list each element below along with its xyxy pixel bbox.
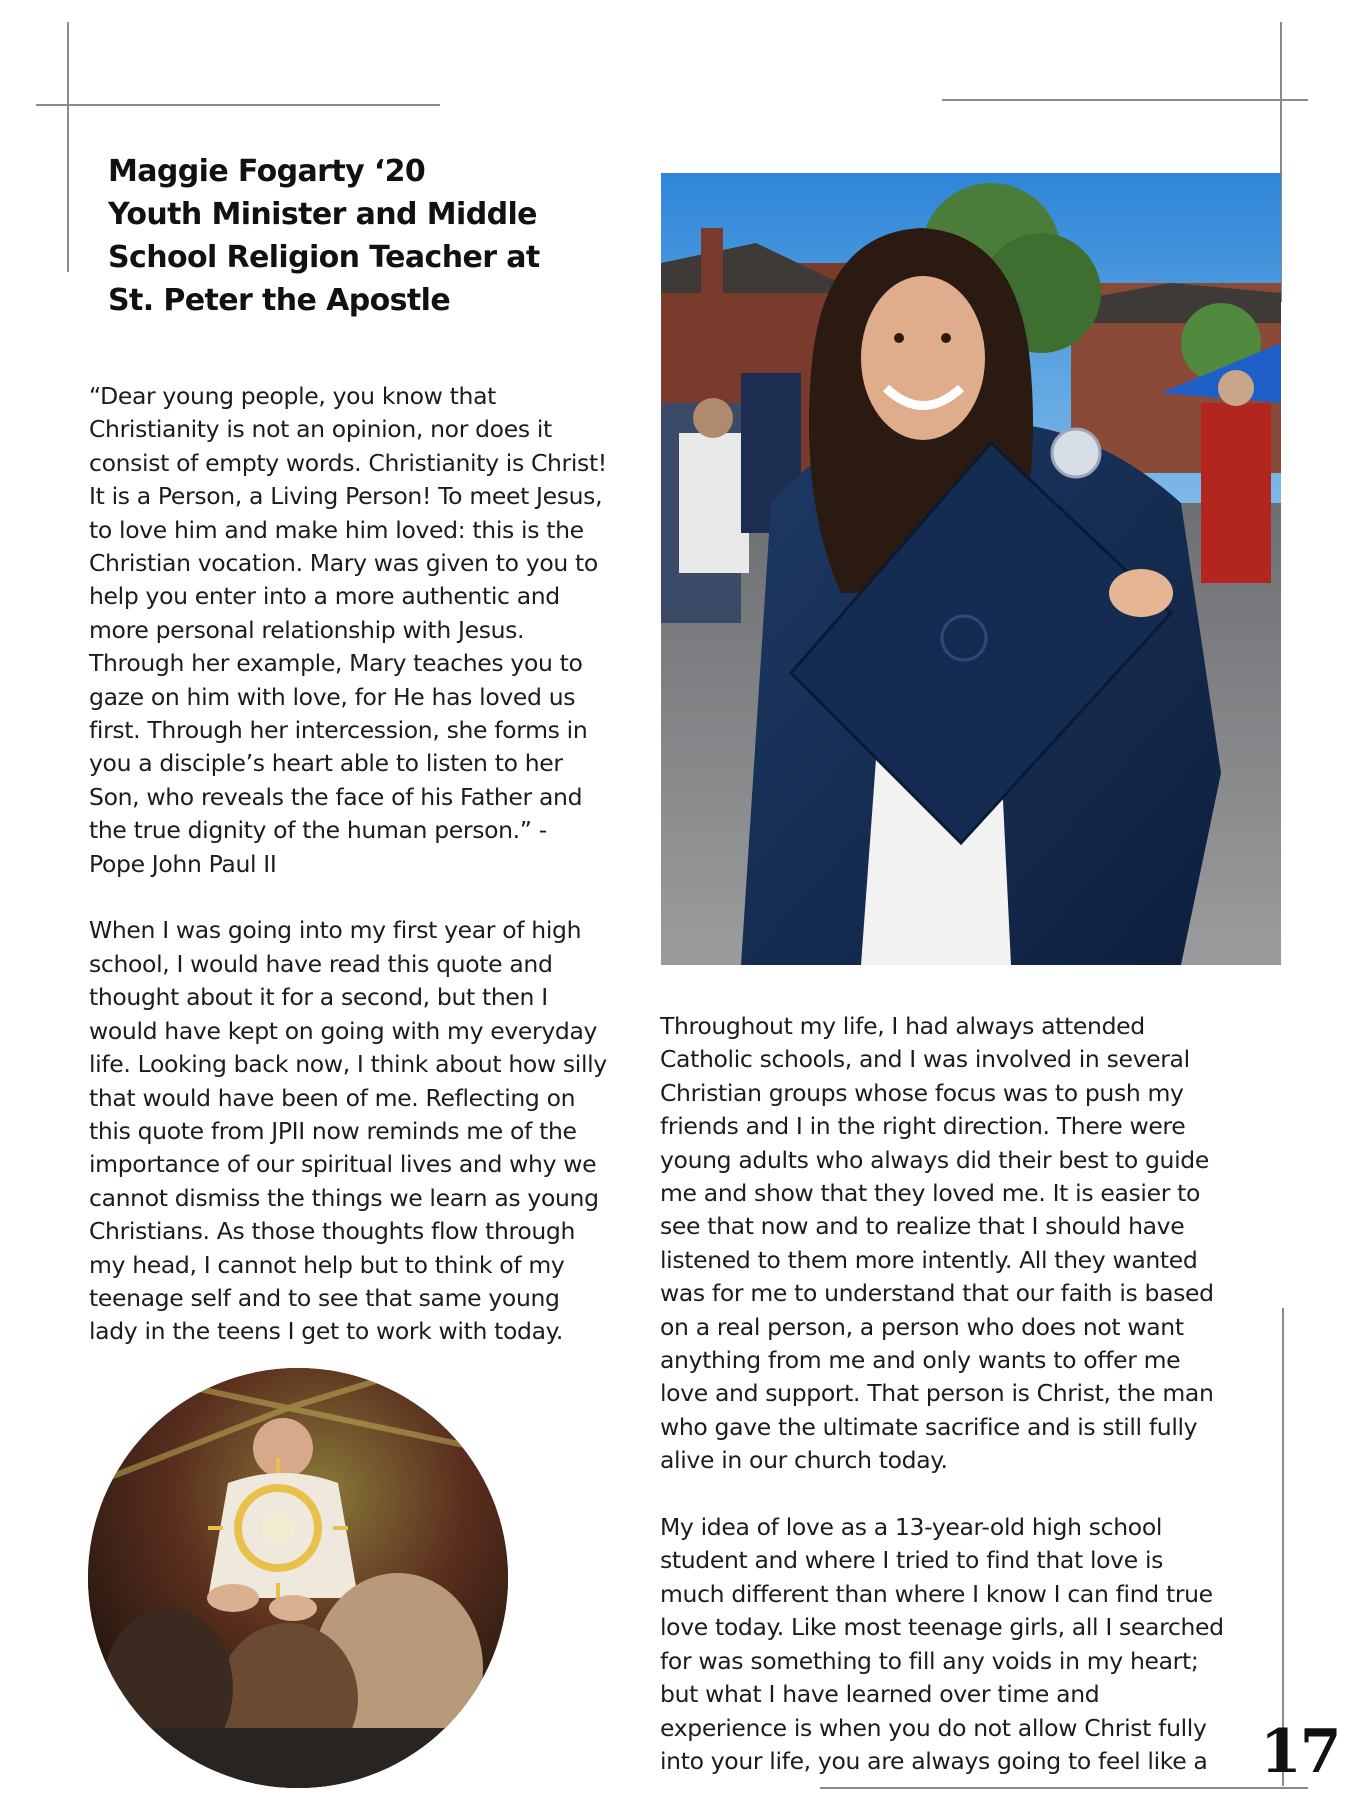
quote-line: Christianity is not an opinion, nor does it bbox=[89, 415, 552, 444]
frame-rule-bottom-right-vertical bbox=[1282, 1308, 1284, 1786]
paragraph-line: lady in the teens I get to work with today. bbox=[89, 1317, 563, 1346]
paragraph-line: into your life, you are always going to feel like a bbox=[660, 1746, 1208, 1775]
paragraph-idea-of-love bbox=[660, 1511, 1270, 1778]
title-line: Maggie Fogarty ‘20 bbox=[108, 154, 426, 189]
graduation-photo-illustration bbox=[661, 173, 1281, 965]
paragraph-line: young adults who always did their best to guide bbox=[660, 1145, 1209, 1174]
paragraph-line: alive in our church today. bbox=[660, 1446, 948, 1475]
quote-line: It is a Person, a Living Person! To meet Jesus, bbox=[89, 482, 603, 511]
quote-line: to love him and make him loved: this is the bbox=[89, 515, 584, 544]
paragraph-line: Christian groups whose focus was to push my bbox=[660, 1078, 1184, 1107]
paragraph-line: love today. Like most teenage girls, all I searched bbox=[660, 1613, 1224, 1642]
paragraph-line: Catholic schools, and I was involved in several bbox=[660, 1045, 1190, 1074]
paragraph-line: that would have been of me. Reflecting on bbox=[89, 1083, 576, 1112]
quote-line: Christian vocation. Mary was given to you to bbox=[89, 549, 598, 578]
quote-line: the true dignity of the human person.” - bbox=[89, 816, 547, 845]
paragraph-line: experience is when you do not allow Christ fully bbox=[660, 1713, 1207, 1742]
quote-line: “Dear young people, you know that bbox=[89, 382, 496, 410]
paragraph-line: thought about it for a second, but then I bbox=[89, 983, 548, 1012]
paragraph-line: Throughout my life, I had always attended bbox=[660, 1012, 1145, 1040]
paragraph-line: who gave the ultimate sacrifice and is still fully bbox=[660, 1412, 1198, 1441]
paragraph-line: life. Looking back now, I think about how silly bbox=[89, 1050, 607, 1079]
paragraph-line: school, I would have read this quote and bbox=[89, 949, 553, 978]
paragraph-line: importance of our spiritual lives and why we bbox=[89, 1150, 597, 1179]
paragraph-line: listened to them more intently. All they wanted bbox=[660, 1245, 1198, 1274]
frame-rule-bottom-horizontal bbox=[820, 1787, 1308, 1789]
left-column bbox=[89, 380, 649, 1349]
quote-attribution: Pope John Paul II bbox=[89, 849, 277, 878]
frame-rule-top-right-horizontal bbox=[942, 99, 1308, 101]
graduation-photo bbox=[661, 173, 1281, 965]
paragraph-line: teenage self and to see that same young bbox=[89, 1283, 560, 1312]
quote-line: first. Through her intercession, she forms in bbox=[89, 716, 588, 745]
quote-line: consist of empty words. Christianity is Christ! bbox=[89, 448, 607, 477]
paragraph-gap bbox=[660, 1478, 1270, 1511]
paragraph-line: My idea of love as a 13-year-old high school bbox=[660, 1513, 1163, 1542]
title-line: Youth Minister and Middle bbox=[108, 197, 537, 232]
paragraph-line: When I was going into my first year of high bbox=[89, 916, 582, 945]
paragraph-first-year bbox=[89, 914, 649, 1348]
quote-line: more personal relationship with Jesus. bbox=[89, 615, 525, 644]
paragraph-line: would have kept on going with my everyday bbox=[89, 1016, 598, 1045]
quote-line: Through her example, Mary teaches you to bbox=[89, 649, 583, 678]
title-line: School Religion Teacher at bbox=[108, 240, 540, 275]
profile-title bbox=[108, 150, 578, 322]
paragraph-line: on a real person, a person who does not want bbox=[660, 1312, 1184, 1341]
adoration-photo-illustration bbox=[88, 1368, 508, 1788]
quote-line: you a disciple’s heart able to listen to her bbox=[89, 749, 563, 778]
paragraph-line: Christians. As those thoughts flow through bbox=[89, 1217, 576, 1246]
paragraph-line: student and where I tried to find that love is bbox=[660, 1546, 1164, 1575]
paragraph-gap bbox=[89, 881, 649, 914]
title-line: St. Peter the Apostle bbox=[108, 283, 451, 318]
frame-rule-top-left-vertical bbox=[67, 22, 69, 272]
paragraph-line: but what I have learned over time and bbox=[660, 1680, 1100, 1709]
quote-line: gaze on him with love, for He has loved us bbox=[89, 682, 576, 711]
paragraph-line: anything from me and only wants to offer me bbox=[660, 1346, 1181, 1375]
paragraph-line: love and support. That person is Christ, the man bbox=[660, 1379, 1214, 1408]
paragraph-line: see that now and to realize that I should have bbox=[660, 1212, 1185, 1241]
paragraph-line: much different than where I know I can find true bbox=[660, 1579, 1213, 1608]
page-number: 17 bbox=[1260, 1717, 1340, 1787]
paragraph-catholic-schools bbox=[660, 1010, 1270, 1478]
quote-line: Son, who reveals the face of his Father and bbox=[89, 782, 583, 811]
paragraph-line: this quote from JPII now reminds me of the bbox=[89, 1116, 577, 1145]
quote-block bbox=[89, 380, 649, 881]
quote-line: help you enter into a more authentic and bbox=[89, 582, 560, 611]
paragraph-line: cannot dismiss the things we learn as young bbox=[89, 1183, 599, 1212]
paragraph-line: me and show that they loved me. It is easier to bbox=[660, 1179, 1201, 1208]
paragraph-line: was for me to understand that our faith is based bbox=[660, 1279, 1214, 1308]
frame-rule-top-left-horizontal bbox=[36, 104, 440, 106]
right-column bbox=[660, 1010, 1270, 1778]
adoration-photo bbox=[88, 1368, 508, 1788]
paragraph-line: for was something to fill any voids in my heart; bbox=[660, 1646, 1199, 1675]
paragraph-line: my head, I cannot help but to think of my bbox=[89, 1250, 565, 1279]
paragraph-line: friends and I in the right direction. There were bbox=[660, 1112, 1186, 1141]
